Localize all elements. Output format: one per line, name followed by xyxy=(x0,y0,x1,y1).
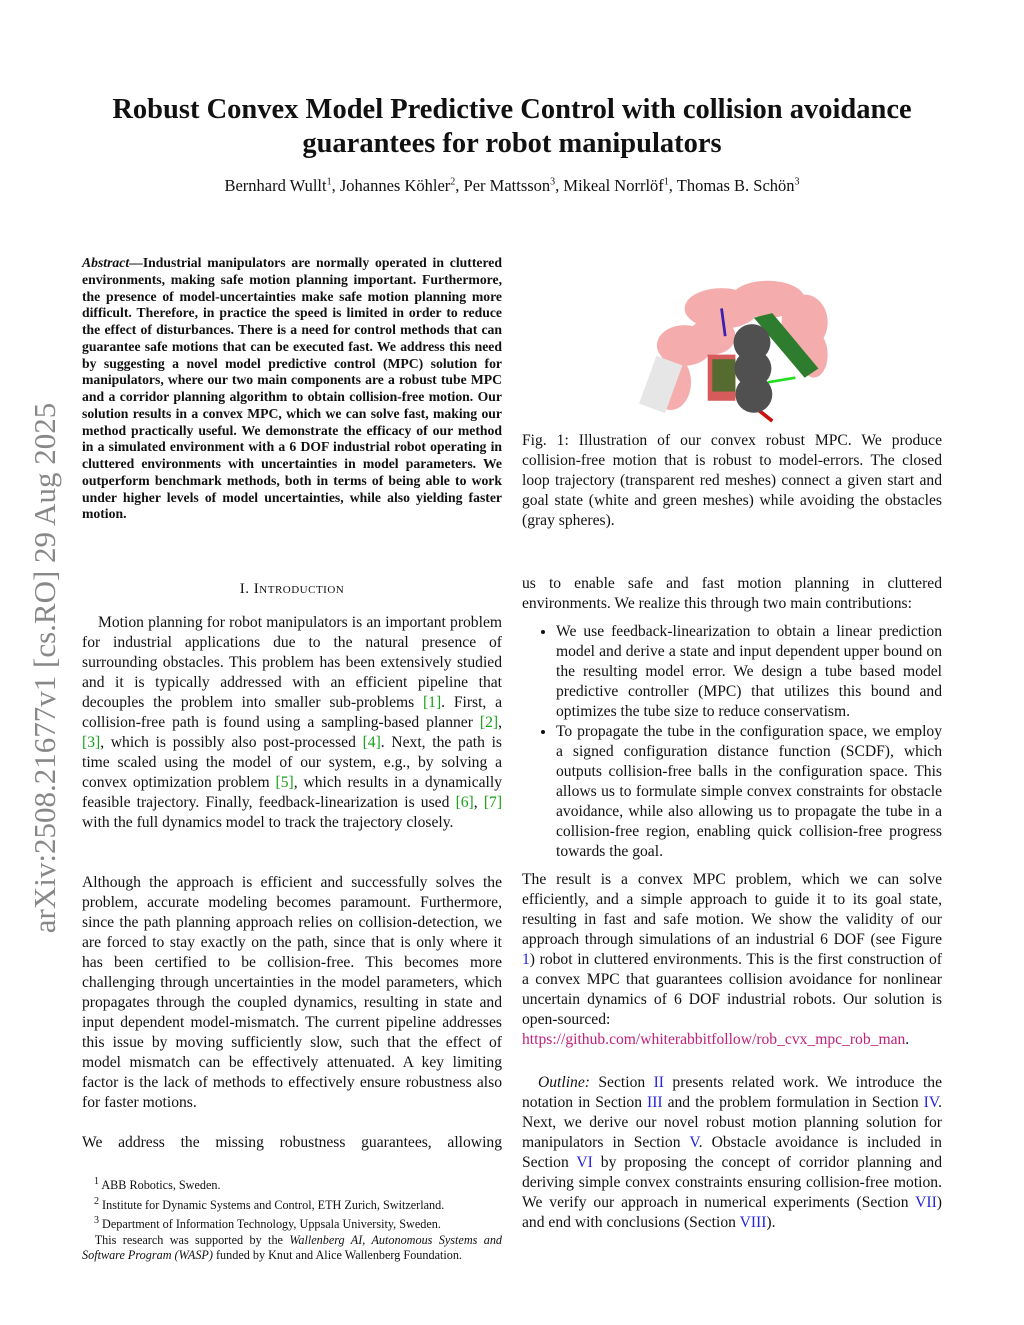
footnote: This research was supported by the Wallenberg AI, Autonomous Systems and Software Program (WASP) funded by Knut and Alice Wallenberg Foundation. xyxy=(82,1232,503,1263)
superscript: 3 xyxy=(94,1215,99,1227)
footnote: $^2$ Institute for Dynamic Systems and Control, ETH Zurich, Switzerland. xyxy=(94,1195,445,1212)
result-paragraph xyxy=(522,870,942,1050)
outline-paragraph xyxy=(522,1073,942,1233)
citation-link[interactable]: [6] xyxy=(455,794,474,811)
citation-link[interactable]: [1] xyxy=(422,694,442,711)
figure-robot-trajectory xyxy=(620,270,860,430)
arxiv-identifier: arXiv:2508.21677v1 [cs.RO] 29 Aug 2025 xyxy=(27,402,62,934)
affiliation-marker: 2 xyxy=(450,176,456,188)
citation-link[interactable]: [3] xyxy=(82,734,101,751)
cross-reference-link[interactable]: V xyxy=(689,1134,699,1151)
title-line-2: guarantees for robot manipulators xyxy=(302,128,722,159)
emphasis-text: Outline: xyxy=(538,1074,590,1091)
contribution-item xyxy=(556,722,942,862)
intro-paragraph-1 xyxy=(82,613,502,833)
paragraph-text: Although the approach is efficient and successfully solves the problem, accurate modeling becomes paramount. Furthermore, since the path planning approach relies on collision-detection, we are forced to stay exactly on the path, since that is only where it has been certified to be collision-free. This becomes more challenging through uncertainties in the model parameters, which propagates through the coupled dynamics, resulting in state and input dependent model-mismatch. The current pipeline addresses this issue by moving sufficiently slow, such that the effect of model mismatch can be effectively attenuated. A key limiting factor is the lack of methods to effectively ensure robustness also for faster motions. xyxy=(82,874,502,1111)
contribution-text: To propagate the tube in the configuration space, we employ a signed configuration distance function (SCDF), which outputs collision-free balls in the configuration space. This allows us to formulate simple convex constraints for obstacle avoidance, while also allowing us to propagate the tube in a collision-free region, enabling quick collision-free progress towards the goal. xyxy=(556,723,942,860)
emphasis-text: Wallenberg AI, Autonomous Systems and Software Program (WASP) xyxy=(82,1232,503,1263)
section-heading-introduction xyxy=(82,581,502,598)
citation-link[interactable]: [7] xyxy=(483,794,503,811)
intro-paragraph-2 xyxy=(82,873,502,1113)
paragraph-text: We address the missing robustness guarantees, allowing xyxy=(82,1134,502,1151)
affiliation-marker: 3 xyxy=(794,176,800,188)
paragraph-text: Motion planning for robot manipulators is an important problem for industrial applications due to the natural presence of surrounding obstacles. This problem has been extensively studied and it is typically addressed with an efficient pipeline that decouples the problem into smaller sub-problems [1]. First, a collision-free path is found using a sampling-based planner [2], [3], which is possibly also post-processed [4]. Next, the path is time scaled using the model of our system, e.g., by solving a convex optimization problem [5], which results in a dynamically feasible trajectory. Finally, feedback-linearization is used [6], [7] with the full dynamics model to track the trajectory closely. xyxy=(82,614,503,831)
abstract xyxy=(82,255,502,523)
caption-text: Fig. 1: Illustration of our convex robust MPC. We produce collision-free motion that is robust to model-errors. The closed loop trajectory (transparent red meshes) connect a given start and goal state (white and green meshes) while avoiding the obstacles (gray spheres). xyxy=(522,432,942,529)
footnotes xyxy=(82,1174,502,1264)
citation-link[interactable]: [4] xyxy=(362,734,381,751)
author: Thomas B. Schön$^3$ xyxy=(676,176,800,195)
citation-link[interactable]: [5] xyxy=(275,774,294,791)
superscript: 2 xyxy=(94,1195,99,1207)
footnote: $^3$ Department of Information Technology, Uppsala University, Sweden. xyxy=(94,1215,441,1232)
section-title: Introduction xyxy=(253,581,345,597)
cross-reference-link[interactable]: VI xyxy=(576,1154,593,1171)
footnote: $^1$ ABB Robotics, Sweden. xyxy=(94,1176,221,1193)
intro-paragraph-3 xyxy=(82,1133,502,1153)
contribution-text: We use feedback-linearization to obtain a linear prediction model and derive a state and input dependent upper bound on the resulting model error. We design a tube based model predictive controller (MPC) that utilizes this bound and optimizes the tube size to reduce conservatism. xyxy=(556,623,942,720)
cross-reference-link[interactable]: II xyxy=(653,1074,664,1091)
cross-reference-link[interactable]: VII xyxy=(915,1194,937,1211)
affiliation-marker: 3 xyxy=(550,176,556,188)
cross-reference-link[interactable]: III xyxy=(647,1094,663,1111)
citation-link[interactable]: [2] xyxy=(479,714,499,731)
author: Johannes Köhler$^2$ xyxy=(339,176,456,195)
author-list: Bernhard Wullt$^1$, Johannes Köhler$^2$, Per Mattsson$^3$, Mikeal Norrlöf$^1$, Thomas B. Schön$^3$ xyxy=(224,176,800,195)
cross-reference-link[interactable]: IV xyxy=(923,1094,939,1111)
author: Bernhard Wullt$^1$ xyxy=(224,176,332,195)
obstacle-spheres xyxy=(734,324,773,413)
paragraph-text: us to enable safe and fast motion planning in cluttered environments. We realize this through two main contributions: xyxy=(522,575,942,612)
emphasis-text: Abstract xyxy=(82,255,130,270)
superscript: 1 xyxy=(94,1176,99,1187)
cross-reference-link[interactable]: 1 xyxy=(522,951,530,968)
intro-continuation xyxy=(522,574,942,614)
title-line-1: Robust Convex Model Predictive Control with collision avoidance xyxy=(112,94,912,125)
abstract-text: Abstract—Industrial manipulators are normally operated in cluttered environments, making safe motion planning important. Furthermore, the presence of model-uncertainties make safe motion planning more difficult. Therefore, in practice the speed is limited in order to reduce the effect of disturbances. There is a need for control methods that can guarantee safe motions that can be executed fast. We address this need by suggesting a novel model predictive control (MPC) solution for manipulators, where our two main components are a robust tube MPC and a corridor planning algorithm to obtain collision-free motion. Our solution results in a convex MPC, which we can solve fast, making our method practically useful. We demonstrate the efficacy of our method in a simulated environment with a 6 DOF industrial robot operating in cluttered environments with uncertainties in model parameters. We outperform benchmark methods, both in terms of being able to work under higher levels of model uncertainties, while also yielding faster motion. xyxy=(82,255,502,522)
author: Per Mattsson$^3$ xyxy=(463,176,556,195)
paragraph-text: The result is a convex MPC problem, which we can solve efficiently, and a simple approach to guide it to its goal state, resulting in fast and safe motion. We show the validity of our approach through simulations of an industrial 6 DOF (see Figure 1) robot in cluttered environments. This is the first construction of a convex MPC that guarantees collision avoidance for nonlinear uncertain dynamics of 6 DOF industrial robots. Our solution is open-sourced: https://github.com/whiterabbitfollow/rob_cvx_mpc_rob_man. xyxy=(522,871,942,1048)
affiliation-marker: 1 xyxy=(663,176,669,188)
section-number: I. xyxy=(239,581,250,597)
cross-reference-link[interactable]: VIII xyxy=(739,1214,767,1231)
contributions-list xyxy=(522,622,942,862)
paper-title xyxy=(60,93,964,161)
repository-link[interactable]: https://github.com/whiterabbitfollow/rob_cvx_mpc_rob_man xyxy=(522,1031,906,1048)
author: Mikeal Norrlöf$^1$ xyxy=(563,176,669,195)
figure-caption xyxy=(522,431,942,531)
paragraph-text: Outline: Section II presents related work. We introduce the notation in Section III and the problem formulation in Section IV. Next, we derive our novel robust motion planning solution for manipulators in Section V. Obstacle avoidance is included in Section VI by proposing the concept of corridor planning and deriving simple convex constraints ensuring collision-free motion. We verify our approach in numerical experiments (Section VII) and end with conclusions (Section VIII). xyxy=(522,1074,943,1231)
affiliation-marker: 1 xyxy=(326,176,332,188)
contribution-item xyxy=(556,622,942,722)
